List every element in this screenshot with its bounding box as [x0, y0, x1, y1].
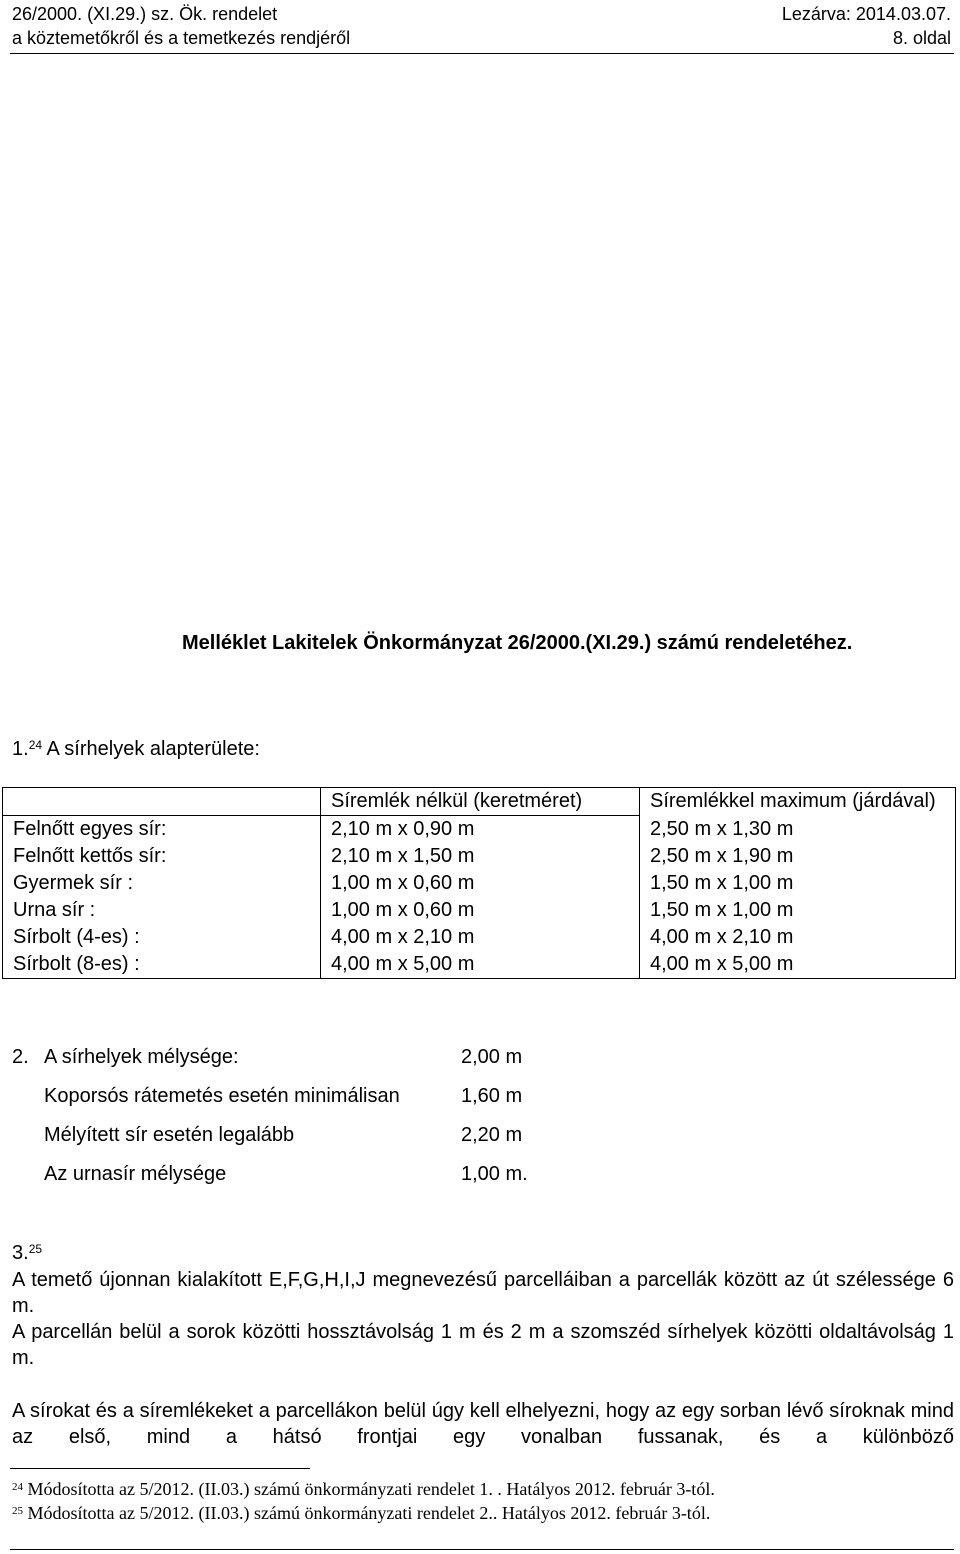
table-cell: Sírbolt (4-es) :: [3, 924, 321, 951]
table-cell: Urna sír :: [3, 897, 321, 924]
table-cell: Gyermek sír :: [3, 870, 321, 897]
table-header-cell: [3, 788, 321, 816]
footnote: [12, 1478, 715, 1500]
depth-value: 2,00 m: [461, 1046, 523, 1068]
header-page-number: 8. oldal: [892, 28, 951, 48]
table-header-cell: Síremlék nélkül (keretméret): [321, 788, 640, 816]
header-closed-date: Lezárva: 2014.03.07.: [781, 4, 951, 24]
footnote-text: Módosította az 5/2012. (II.03.) számú önkormányzati rendelet 2.. Hatályos 2012. február 3-tól.: [27, 1503, 711, 1523]
table-cell: 1,50 m x 1,00 m: [640, 897, 956, 924]
section-2-number: 2.: [12, 1046, 29, 1068]
table-row: [3, 924, 956, 951]
table-cell: Felnőtt kettős sír:: [3, 843, 321, 870]
depth-label: A sírhelyek mélysége:: [44, 1046, 239, 1068]
table-cell: 2,50 m x 1,30 m: [640, 816, 956, 844]
table-cell: 2,10 m x 0,90 m: [321, 816, 640, 844]
table-cell: 4,00 m x 2,10 m: [640, 924, 956, 951]
depth-value: 1,60 m: [461, 1085, 523, 1107]
table-cell: 1,00 m x 0,60 m: [321, 870, 640, 897]
table-cell: 4,00 m x 2,10 m: [321, 924, 640, 951]
depth-value: 2,20 m: [461, 1124, 523, 1146]
table-row: [3, 843, 956, 870]
footnote-ref-24: 24: [28, 738, 43, 752]
section-1-heading: [12, 736, 260, 762]
table-cell: 1,00 m x 0,60 m: [321, 897, 640, 924]
grave-area-table: [2, 787, 956, 979]
annex-title: Melléklet Lakitelek Önkormányzat 26/2000.(XI.29.) számú rendeletéhez.: [182, 632, 853, 654]
section-3-number: 3.: [12, 1242, 29, 1264]
depth-value: 1,00 m.: [461, 1163, 528, 1185]
table-cell: 2,50 m x 1,90 m: [640, 843, 956, 870]
depth-label: Az urnasír mélysége: [44, 1163, 227, 1185]
section-3-paragraph: A parcellán belül a sorok közötti hossztávolság 1 m és 2 m a szomszéd sírhelyek közötti oldaltávolság 1 m.: [12, 1321, 954, 1369]
table-header-row: [3, 788, 956, 816]
footnote-number: 24: [12, 1481, 23, 1493]
header-decree-title: a köztemetőkről és a temetkezés rendjéről: [12, 28, 351, 48]
table-cell: 4,00 m x 5,00 m: [321, 951, 640, 979]
table-cell: 4,00 m x 5,00 m: [640, 951, 956, 979]
header-decree-number: 26/2000. (XI.29.) sz. Ök. rendelet: [12, 4, 278, 24]
page-header-right: [782, 2, 951, 50]
footnote-number: 25: [12, 1505, 23, 1517]
table-cell: 2,10 m x 1,50 m: [321, 843, 640, 870]
page-header-left: [12, 2, 350, 50]
footnote: [12, 1502, 710, 1524]
table-cell: 1,50 m x 1,00 m: [640, 870, 956, 897]
section-3-paragraph: A temető újonnan kialakított E,F,G,H,I,J megnevezésű parcelláiban a parcellák között az út szélessége 6 m.: [12, 1269, 954, 1317]
footnote-ref-25: 25: [28, 1242, 43, 1256]
table-header-cell: Síremlékkel maximum (járdával): [640, 788, 956, 816]
table-cell: Sírbolt (8-es) :: [3, 951, 321, 979]
section-1-title: A sírhelyek alapterülete:: [42, 738, 260, 760]
table-row: [3, 870, 956, 897]
header-divider: [10, 53, 954, 54]
depth-label: Mélyített sír esetén legalább: [44, 1124, 295, 1146]
footer-divider: [10, 1549, 954, 1550]
table-cell: Felnőtt egyes sír:: [3, 816, 321, 844]
table-row: [3, 951, 956, 979]
depth-label: Koporsós rátemetés esetén minimálisan: [44, 1085, 400, 1107]
section-1-number: 1.: [12, 738, 29, 760]
section-3-heading: [12, 1240, 42, 1266]
table-row: [3, 897, 956, 924]
footnote-divider: [10, 1468, 310, 1469]
footnote-text: Módosította az 5/2012. (II.03.) számú önkormányzati rendelet 1. . Hatályos 2012. február 3-tól.: [27, 1479, 715, 1499]
table-row: [3, 816, 956, 844]
section-3-paragraph: A sírokat és a síremlékeket a parcellákon belül úgy kell elhelyezni, hogy az egy sorban lévő síroknak mind az első, mind a hátsó frontjai egy vonalban fussanak, és a különböző: [12, 1400, 954, 1448]
